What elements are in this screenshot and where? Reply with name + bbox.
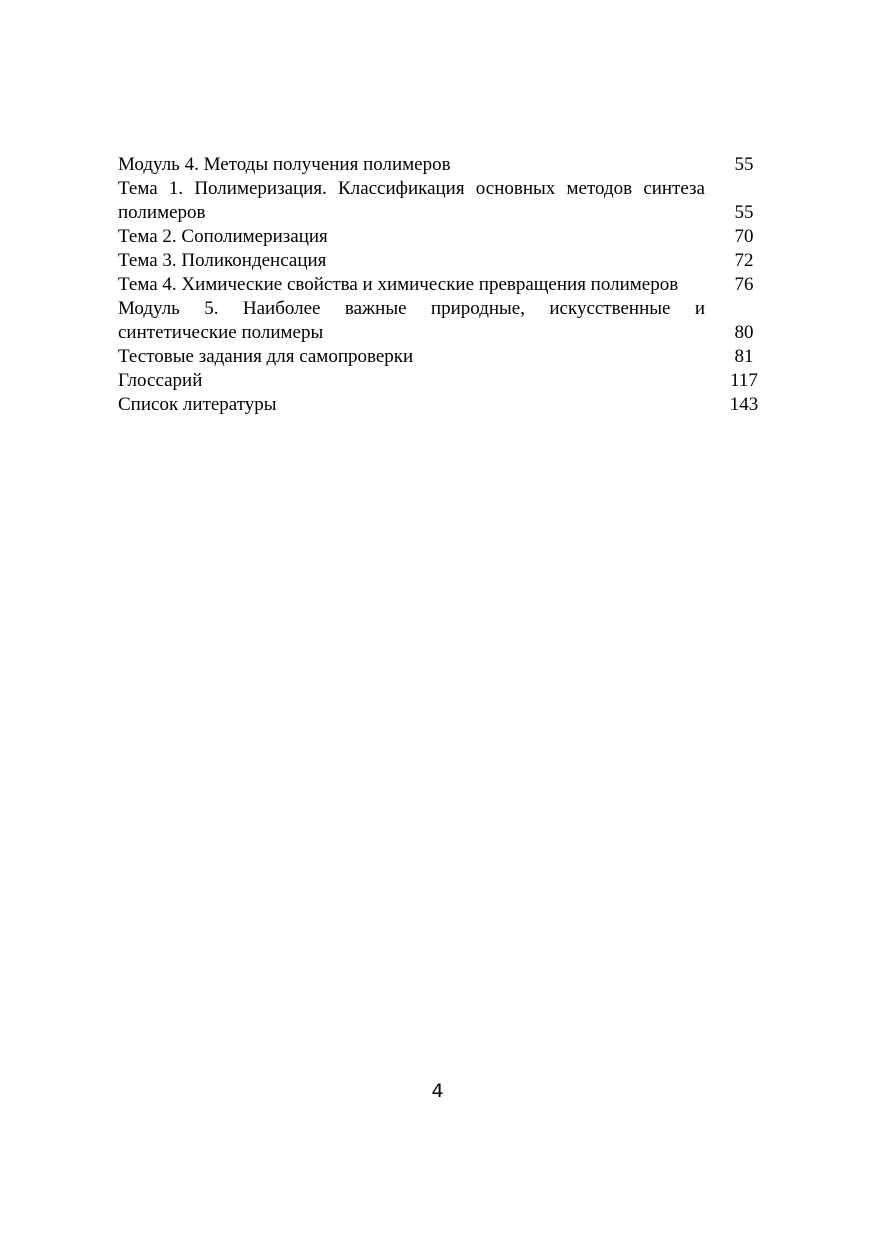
toc-entry-page-number: 76: [734, 274, 754, 295]
toc-entry-topic-2[interactable]: [118, 225, 762, 249]
toc-entry-title: Тема 4. Химические свойства и химические превращения полимеров: [118, 274, 679, 295]
toc-entry-self-test[interactable]: [118, 345, 762, 369]
toc-entry-page-number: 143: [729, 394, 759, 415]
toc-entry-references[interactable]: [118, 393, 762, 417]
toc-entry-page-number: 117: [730, 370, 758, 391]
table-of-contents: [118, 153, 762, 417]
toc-entry-page-number: 80: [734, 322, 754, 343]
toc-entry-topic-1[interactable]: [118, 177, 762, 225]
toc-entry-title: Глоссарий: [118, 370, 203, 391]
toc-entry-topic-4[interactable]: [118, 273, 762, 297]
toc-entry-title: Тема 1. Полимеризация. Классификация основных методов синтеза полимеров: [118, 178, 705, 223]
toc-entry-page-number: 55: [734, 154, 754, 175]
toc-entry-page-number: 55: [734, 202, 754, 223]
toc-entry-page-number: 70: [734, 226, 754, 247]
toc-entry-topic-3[interactable]: [118, 249, 762, 273]
toc-entry-title: Тема 2. Сополимеризация: [118, 226, 328, 247]
toc-entry-module-5[interactable]: [118, 297, 762, 345]
toc-entry-page-number: 72: [734, 250, 754, 271]
toc-entry-title: Модуль 5. Наиболее важные природные, искусственные и синтетические полимеры: [118, 298, 705, 343]
toc-entry-title: Тестовые задания для самопроверки: [118, 346, 414, 367]
toc-entry-title: Тема 3. Поликонденсация: [118, 250, 327, 271]
toc-entry-page-number: 81: [734, 346, 754, 367]
page-number: 4: [431, 1080, 444, 1102]
toc-entry-title: Модуль 4. Методы получения полимеров: [118, 154, 451, 175]
toc-entry-module-4[interactable]: [118, 153, 762, 177]
toc-entry-title: Список литературы: [118, 394, 277, 415]
toc-entry-glossary[interactable]: [118, 369, 762, 393]
